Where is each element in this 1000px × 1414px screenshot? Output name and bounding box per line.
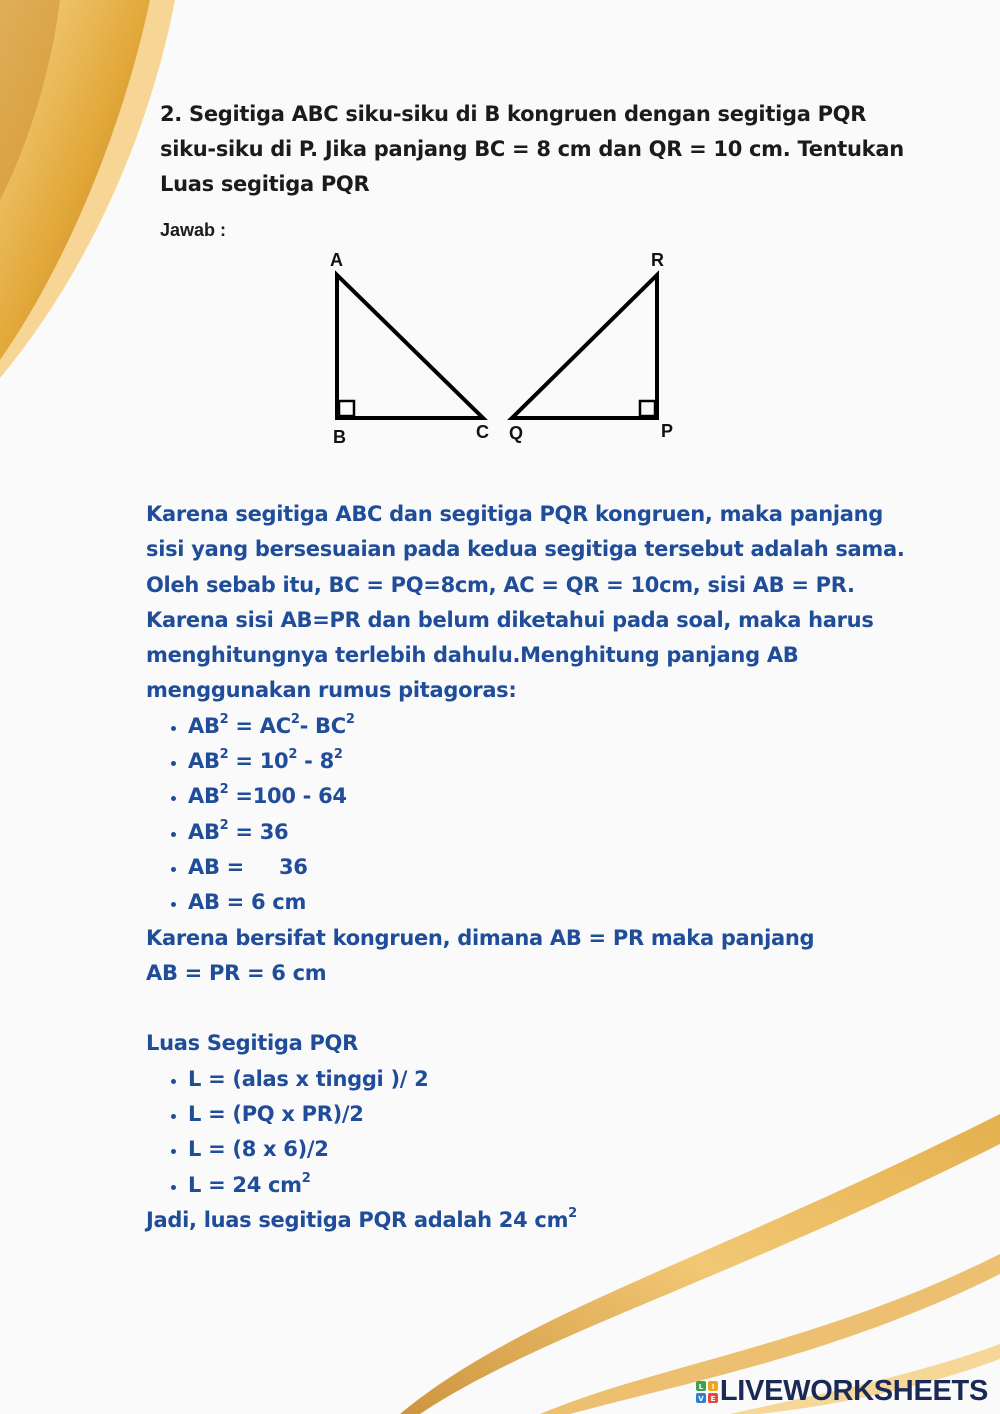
right-angle-marker-p	[640, 401, 655, 416]
final-answer: Jadi, luas segitiga PQR adalah 24 $cm^2$	[146, 1205, 577, 1232]
question-text: 2. Segitiga ABC siku-siku di B kongruen dengan segitiga PQR siku-siku di P. Jika panjang BC = 8 cm dan QR = 10 cm. Tentukan Luas segitiga PQR	[160, 102, 904, 196]
list-item: • $AB^2 = 10^2 - 8^2$	[188, 744, 916, 779]
svg-text:I: I	[711, 1382, 715, 1391]
list-item: • L = (alas x tinggi )/ 2	[188, 1062, 916, 1097]
brand-name: LIVEWORKSHEETS	[719, 1375, 988, 1407]
vertex-label-c: C	[476, 422, 489, 442]
svg-text:L: L	[698, 1382, 704, 1391]
liveworksheets-logo-icon	[696, 1381, 718, 1403]
list-item: • L = (8 x 6)/2	[188, 1132, 916, 1167]
list-item: • L = 24 $cm^2$	[188, 1168, 916, 1203]
area-steps	[146, 1062, 916, 1203]
vertex-label-b: B	[333, 427, 346, 447]
vertex-label-q: Q	[509, 423, 524, 443]
answer-reason: Oleh sebab itu, BC = PQ=8cm, AC = QR = 10cm, sisi AB = PR. Karena sisi AB=PR dan belum diketahui pada soal, maka harus menghitungnya terlebih dahulu.Menghitung panjang AB menggunakan rumus pitagoras:	[146, 572, 874, 703]
answer-conclusion-equation: AB = PR = 6 cm	[146, 960, 327, 985]
answer-intro: Karena segitiga ABC dan segitiga PQR kongruen, maka panjang sisi yang bersesuaian pada kedua segitiga tersebut adalah sama.	[146, 502, 905, 562]
triangle-pqr	[512, 275, 657, 418]
svg-text:E: E	[710, 1394, 716, 1403]
spacer	[146, 991, 916, 1026]
vertex-label-r: R	[651, 250, 664, 270]
list-item: • L = (PQ x PR)/2	[188, 1097, 916, 1132]
answer-label: Jawab :	[160, 220, 227, 240]
svg-text:V: V	[698, 1394, 704, 1403]
answer-body	[146, 497, 916, 1238]
vertex-label-a: A	[330, 250, 343, 270]
liveworksheets-brand[interactable]	[696, 1375, 988, 1408]
triangle-abc	[337, 275, 483, 418]
pythagoras-steps	[146, 709, 916, 921]
vertex-label-p: P	[661, 421, 674, 441]
list-item: • AB = 36	[188, 850, 916, 885]
right-angle-marker-b	[339, 401, 354, 416]
area-title: Luas Segitiga PQR	[146, 1031, 358, 1056]
answer-conclusion: Karena bersifat kongruen, dimana AB = PR maka panjang	[146, 925, 815, 950]
list-item: • $AB^2 = AC^2-$ $BC^2$	[188, 709, 916, 744]
list-item: • $AB^2 =100 - 64$	[188, 779, 916, 814]
congruent-triangles-figure	[300, 240, 700, 455]
list-item: • $AB^2 = 36$	[188, 815, 916, 850]
list-item: • AB = 6 cm	[188, 885, 916, 920]
